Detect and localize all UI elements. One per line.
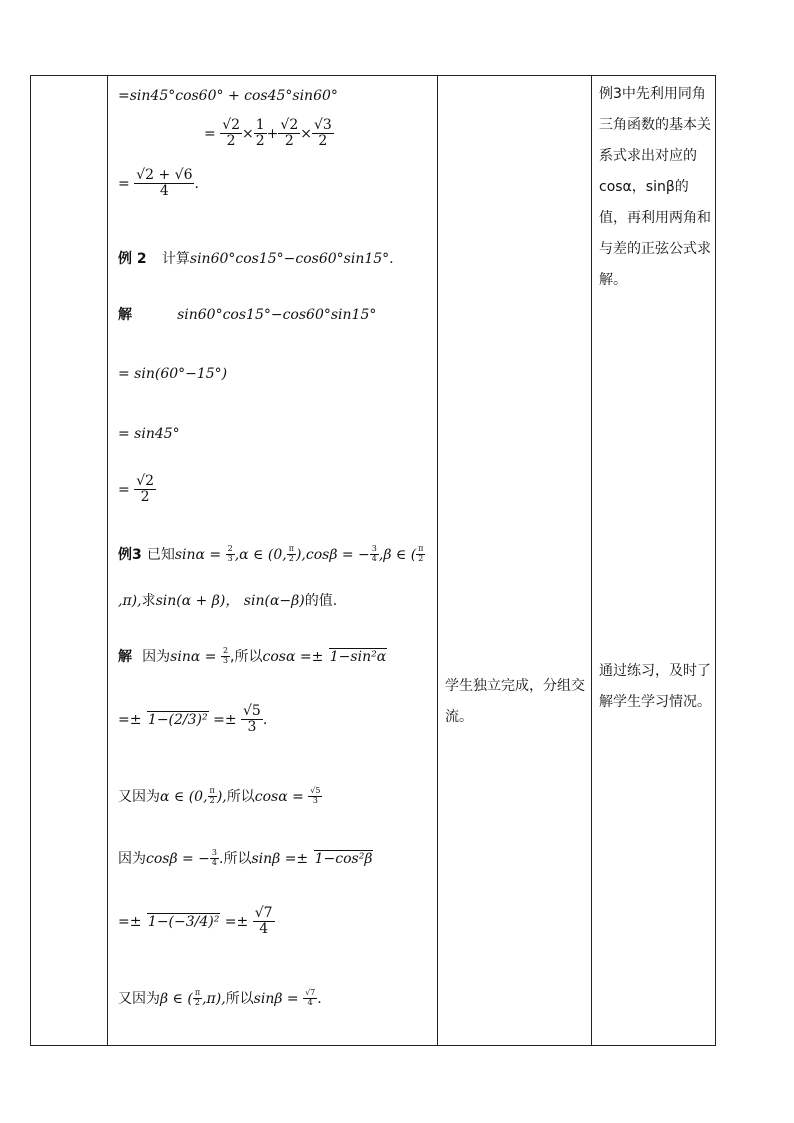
example-3-line-2: ,π),求sin(α + β)， sin(α−β)的值.	[118, 593, 338, 609]
content-cell	[108, 76, 437, 1045]
solution-2-line-3: = $\frac{√2}{2}$	[118, 473, 155, 506]
column-divider	[437, 76, 438, 1045]
solution-3-line-1: 解 因为sinα = $\frac{2}{3}$ ,所以cosα =± 1−sin²α	[118, 646, 387, 665]
solution-2-line-0: 解 sin60°cos15°−cos60°sin15°	[118, 307, 377, 323]
lesson-table	[30, 75, 716, 1046]
design-note-2: 通过练习，及时了解学生学习情况。	[599, 663, 711, 710]
equation-line-1: =sin45°cos60° + cos45°sin60°	[118, 88, 338, 104]
equation-line-3: = $\frac{√2 + √6}{4}$ .	[118, 167, 199, 200]
solution-3-line-3: 又因为α ∈ (0, $\frac{\pi}{2}$ ),所以cosα = $\frac{√5}{3}$	[118, 786, 321, 805]
solution-2-line-2: = sin45°	[118, 426, 180, 442]
student-activity-text: 学生独立完成，分组交流。	[445, 678, 585, 725]
solution-2-line-1: = sin(60°−15°)	[118, 366, 228, 382]
solution-3-line-4: 因为cosβ = − $\frac{3}{4}$ .所以sinβ =± 1−cos²β	[118, 848, 373, 867]
example-3-line-1: 例3 已知sinα = $\frac{2}{3}$ ,α ∈ (0, $\frac{\pi}{2}$ ),cosβ = − $\frac{3}{4}$ ,β ∈ ( $\frac{\pi}{2}$	[118, 544, 424, 563]
solution-3-line-5: =± 1−(−3/4)² =± $\frac{√7}{4}$	[118, 905, 273, 938]
example-2-heading: 例 2 计算sin60°cos15°−cos60°sin15°.	[118, 251, 394, 267]
column-divider	[591, 76, 592, 1045]
equation-line-2: = $\frac{√2}{2}$ × $\frac{1}{2}$ + $\frac{√2}{2}$ × $\frac{√3}{2}$	[204, 117, 332, 150]
solution-3-line-2: =± 1−(2/3)² =± $\frac{√5}{3}$ .	[118, 703, 268, 736]
solution-3-line-6: 又因为β ∈ ( $\frac{\pi}{2}$ ,π),所以sinβ = $\frac{√7}{4}$ .	[118, 988, 322, 1007]
design-note-1: 例3中先利用同角三角函数的基本关系式求出对应的cosα，sinβ的值，再利用两角和与差的正弦公式求解。	[599, 86, 711, 288]
